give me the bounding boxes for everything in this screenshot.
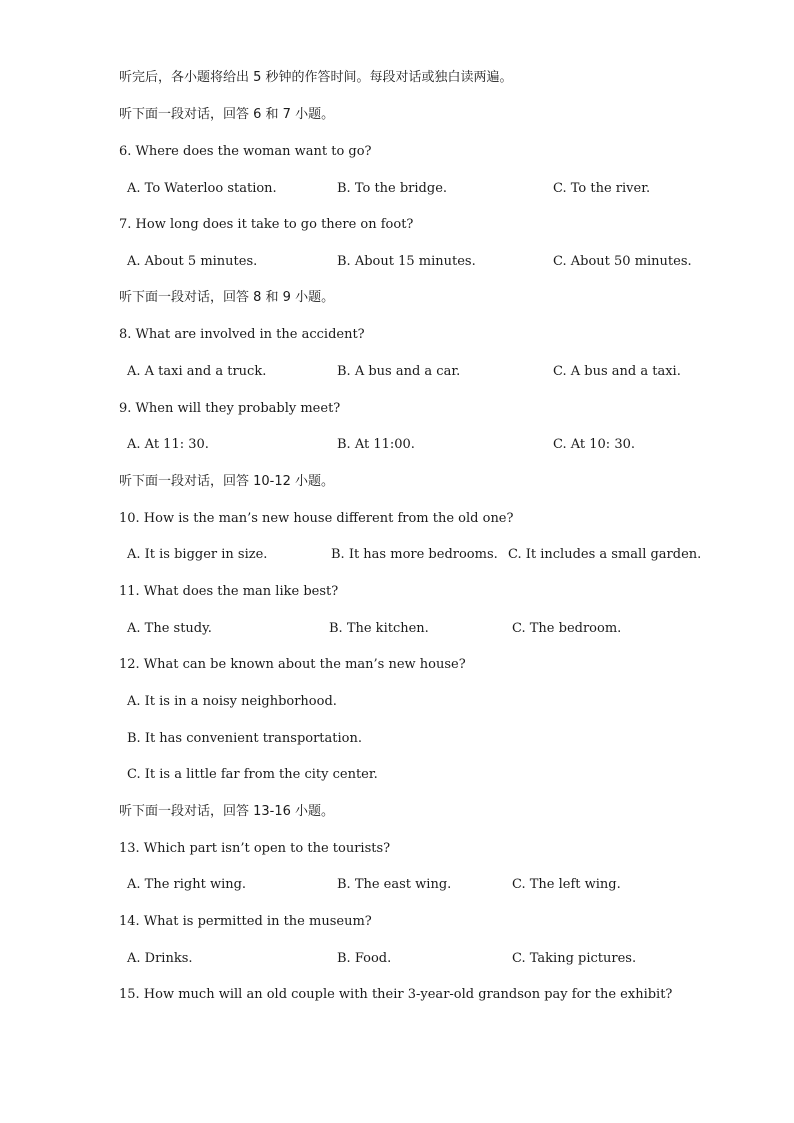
option-11b: B. The kitchen. <box>329 621 429 636</box>
option-13a: A. The right wing. <box>127 877 247 892</box>
section-heading: 听下面一段对话，回答 8 和 9 小题。 <box>119 290 335 305</box>
option-13b: B. The east wing. <box>337 877 452 892</box>
option-12c: C. It is a little far from the city center. <box>127 767 378 782</box>
option-13c: C. The left wing. <box>512 877 621 892</box>
option-10b: B. It has more bedrooms. <box>331 547 498 562</box>
option-9b: B. At 11:00. <box>337 437 415 452</box>
question-14: 14. What is permitted in the museum? <box>119 914 372 929</box>
section-heading: 听下面一段对话，回答 6 和 7 小题。 <box>119 107 335 122</box>
option-8a: A. A taxi and a truck. <box>127 364 267 379</box>
question-7: 7. How long does it take to go there on foot? <box>119 217 414 232</box>
question-10: 10. How is the man’s new house different from the old one? <box>119 511 514 526</box>
option-6a: A. To Waterloo station. <box>127 181 277 196</box>
option-12b: B. It has convenient transportation. <box>127 731 362 746</box>
question-13: 13. Which part isn’t open to the tourists? <box>119 841 391 856</box>
option-7a: A. About 5 minutes. <box>127 254 258 269</box>
option-11c: C. The bedroom. <box>512 621 622 636</box>
option-9a: A. At 11: 30. <box>127 437 209 452</box>
option-14c: C. Taking pictures. <box>512 951 637 966</box>
option-9c: C. At 10: 30. <box>553 437 635 452</box>
question-15: 15. How much will an old couple with their 3-year-old grandson pay for the exhibit? <box>119 987 673 1002</box>
option-12a: A. It is in a noisy neighborhood. <box>127 694 337 709</box>
option-6b: B. To the bridge. <box>337 181 448 196</box>
option-14b: B. Food. <box>337 951 392 966</box>
intro-text: 听完后，各小题将给出 5 秒钟的作答时间。每段对话或独白读两遍。 <box>119 70 513 85</box>
section-heading: 听下面一段对话，回答 10-12 小题。 <box>119 474 335 489</box>
option-10a: A. It is bigger in size. <box>127 547 268 562</box>
option-14a: A. Drinks. <box>127 951 193 966</box>
question-9: 9. When will they probably meet? <box>119 401 341 416</box>
question-11: 11. What does the man like best? <box>119 584 339 599</box>
section-heading: 听下面一段对话，回答 13-16 小题。 <box>119 804 335 819</box>
option-10c: C. It includes a small garden. <box>508 547 702 562</box>
question-6: 6. Where does the woman want to go? <box>119 144 372 159</box>
option-11a: A. The study. <box>127 621 212 636</box>
question-12: 12. What can be known about the man’s new house? <box>119 657 466 672</box>
option-6c: C. To the river. <box>553 181 651 196</box>
option-7b: B. About 15 minutes. <box>337 254 476 269</box>
option-7c: C. About 50 minutes. <box>553 254 692 269</box>
option-8b: B. A bus and a car. <box>337 364 461 379</box>
question-8: 8. What are involved in the accident? <box>119 327 365 342</box>
option-8c: C. A bus and a taxi. <box>553 364 681 379</box>
